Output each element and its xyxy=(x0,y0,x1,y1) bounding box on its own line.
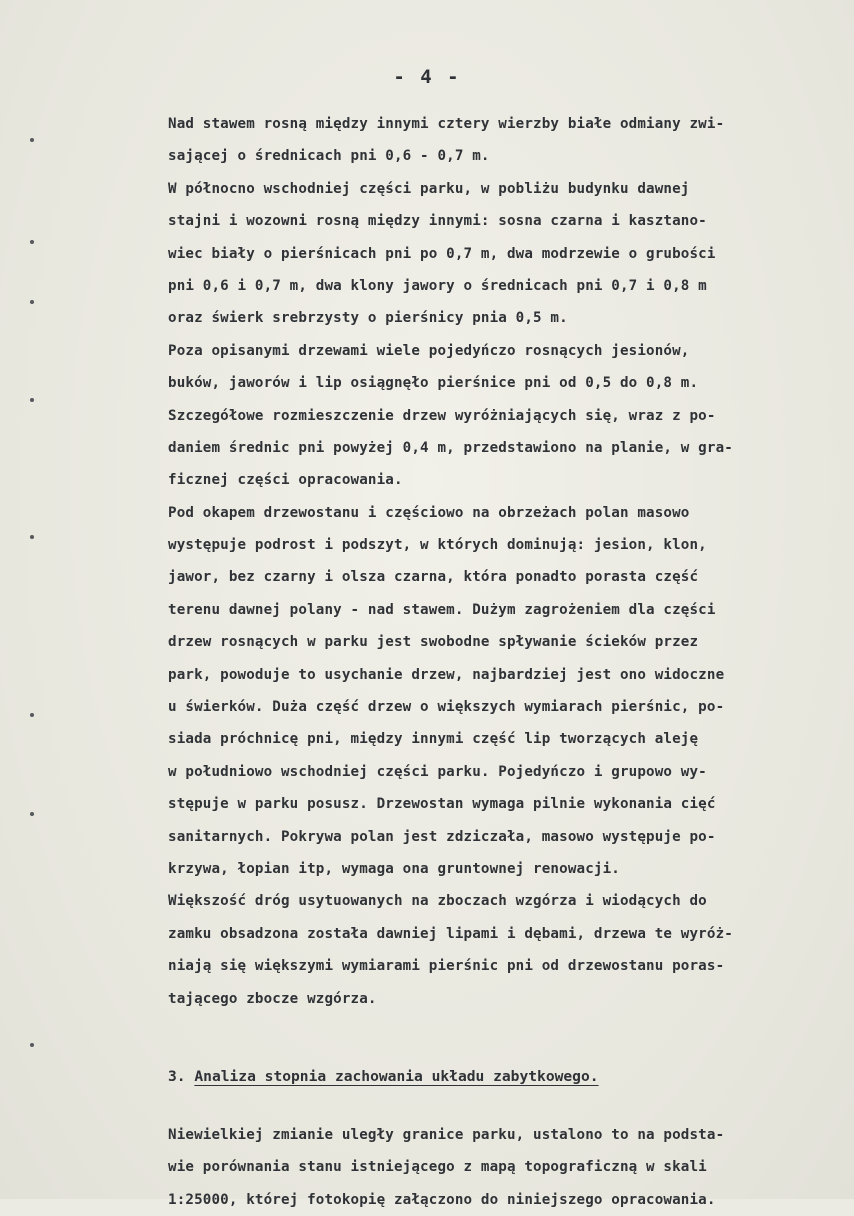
text-line: wiec biały o pierśnicach pni po 0,7 m, dwa modrzewie o grubości xyxy=(168,245,716,262)
text-line: niają się większymi wymiarami pierśnic pni od drzewostanu poras- xyxy=(168,958,725,975)
text-line: Większość dróg usytuowanych na zboczach wzgórza i wiodących do xyxy=(168,893,707,910)
section-title: Analiza stopnia zachowania układu zabytkowego. xyxy=(194,1067,599,1085)
text-line: ficznej części opracowania. xyxy=(168,472,403,489)
punch-hole-mark xyxy=(30,713,34,717)
punch-hole-mark xyxy=(30,535,34,539)
text-line: park, powoduje to usychanie drzew, najbardziej jest ono widoczne xyxy=(168,666,725,683)
page-number: - 4 - xyxy=(393,66,461,88)
text-line: zamku obsadzona została dawniej lipami i dębami, drzewa te wyróż- xyxy=(168,925,733,942)
text-line: siada próchnicę pni, między innymi część lip tworzących aleję xyxy=(168,731,699,748)
text-line: pni 0,6 i 0,7 m, dwa klony jawory o średnicach pni 0,7 i 0,8 m xyxy=(168,277,707,294)
punch-hole-mark xyxy=(30,300,34,304)
text-line: Poza opisanymi drzewami wiele pojedyńczo rosnących jesionów, xyxy=(168,342,690,359)
text-line: Pod okapem drzewostanu i częściowo na obrzeżach polan masowo xyxy=(168,504,690,521)
text-line: wie porównania stanu istniejącego z mapą topograficzną w skali xyxy=(168,1159,707,1176)
text-line: jawor, bez czarny i olsza czarna, która ponadto porasta część xyxy=(168,569,699,586)
section-heading xyxy=(168,1055,838,1099)
text-line: W północno wschodniej części parku, w pobliżu budynku dawnej xyxy=(168,180,690,197)
text-line: Nad stawem rosną między innymi cztery wierzby białe odmiany zwi- xyxy=(168,116,725,132)
text-line: u świerków. Duża część drzew o większych wymiarach pierśnic, po- xyxy=(168,699,725,716)
text-line: w południowo wschodniej części parku. Pojedyńczo i grupowo wy- xyxy=(168,763,707,780)
text-line: daniem średnic pni powyżej 0,4 m, przedstawiono na planie, w gra- xyxy=(168,439,733,456)
text-line: stępuje w parku posusz. Drzewostan wymaga pilnie wykonania cięć xyxy=(168,796,716,813)
text-line: buków, jaworów i lip osiągnęło pierśnice pni od 0,5 do 0,8 m. xyxy=(168,375,699,392)
text-line: stajni i wozowni rosną między innymi: sosna czarna i kasztano- xyxy=(168,213,707,230)
text-line: terenu dawnej polany - nad stawem. Dużym zagrożeniem dla części xyxy=(168,601,716,618)
punch-hole-mark xyxy=(30,812,34,816)
document-body xyxy=(168,108,838,1216)
text-line: Niewielkiej zmianie uległy granice parku, ustalono to na podsta- xyxy=(168,1126,725,1143)
punch-hole-mark xyxy=(30,240,34,244)
text-line: sającej o średnicach pni 0,6 - 0,7 m. xyxy=(168,148,490,165)
text-line: krzywa, łopian itp, wymaga ona gruntownej renowacji. xyxy=(168,860,620,877)
text-line: Szczegółowe rozmieszczenie drzew wyróżniających się, wraz z po- xyxy=(168,407,716,424)
text-line: sanitarnych. Pokrywa polan jest zdziczała, masowo występuje po- xyxy=(168,828,716,845)
punch-hole-mark xyxy=(30,398,34,402)
section-number: 3. xyxy=(168,1067,186,1085)
text-line: tającego zbocze wzgórza. xyxy=(168,990,377,1007)
punch-hole-mark xyxy=(30,138,34,142)
text-line: występuje podrost i podszyt, w których dominują: jesion, klon, xyxy=(168,537,707,554)
text-line: oraz świerk srebrzysty o pierśnicy pnia 0,5 m. xyxy=(168,310,568,327)
text-line: 1:25000, której fotokopię załączono do niniejszego opracowania. xyxy=(168,1191,716,1208)
punch-hole-mark xyxy=(30,1043,34,1047)
text-line: drzew rosnących w parku jest swobodne spływanie ścieków przez xyxy=(168,634,699,651)
